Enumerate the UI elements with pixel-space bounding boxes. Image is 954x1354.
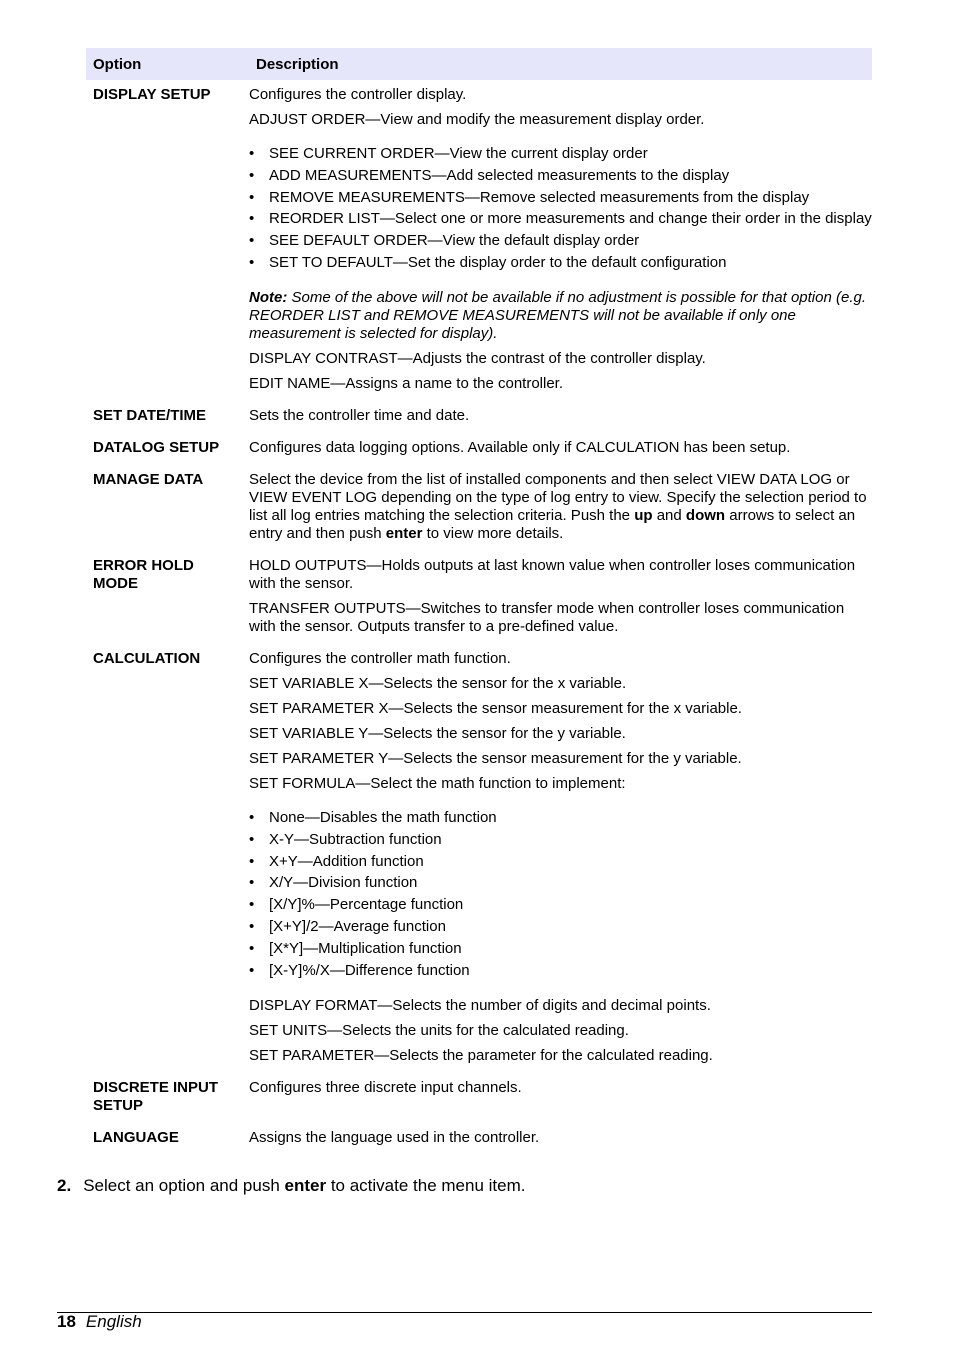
note	[249, 289, 872, 343]
option-name: CALCULATION	[93, 649, 201, 667]
description-text: DISPLAY FORMAT—Selects the number of digits and decimal points.	[249, 996, 711, 1014]
option-name: DISPLAY SETUP	[93, 86, 211, 103]
step-2	[57, 1176, 525, 1196]
description-text: ADJUST ORDER—View and modify the measurement display order.	[249, 111, 705, 128]
bullet-list	[249, 145, 872, 272]
description-text-part: Select the device from the list of installed components and then select VIEW DATA LOG or VIEW EVENT LOG depending on the type of log entry to view. Specify the selection period to list all log entries matching the selection criteria. Push the	[249, 470, 867, 524]
description-text-part: to view more details.	[422, 524, 564, 542]
option-description	[249, 1079, 872, 1115]
description-text: Configures the controller display.	[249, 86, 467, 103]
description-text: DISPLAY CONTRAST—Adjusts the contrast of the controller display.	[249, 349, 706, 367]
description-text: SET FORMULA—Select the math function to implement:	[249, 774, 626, 792]
list-item	[249, 189, 872, 207]
list-item-text: [X/Y]%—Percentage function	[269, 896, 464, 914]
list-item-text: [X+Y]/2—Average function	[269, 917, 446, 935]
option-description	[249, 650, 872, 1065]
description-text: EDIT NAME—Assigns a name to the controller.	[249, 374, 564, 392]
table-row	[86, 1129, 872, 1147]
list-item	[249, 210, 872, 228]
table-row	[86, 407, 872, 425]
step-number: 2.	[57, 1176, 72, 1195]
bullet-glyph: •	[249, 852, 255, 870]
list-item-text: ADD MEASUREMENTS—Add selected measurements to the display	[269, 166, 730, 184]
bullet-glyph: •	[249, 961, 255, 979]
page-number: 18	[57, 1312, 76, 1331]
bullet-glyph: •	[249, 808, 255, 826]
list-item	[249, 232, 872, 250]
option-name: LANGUAGE	[93, 1128, 179, 1146]
note-label: Note:	[249, 288, 288, 306]
description-text	[249, 471, 872, 543]
option-name: DATALOG SETUP	[93, 438, 220, 456]
description-text-part: and	[652, 506, 686, 524]
list-item	[249, 896, 872, 914]
option-name: DISCRETE INPUT SETUP	[93, 1078, 219, 1114]
table-row	[86, 471, 872, 543]
description-text: Configures three discrete input channels.	[249, 1078, 522, 1096]
option-description	[249, 439, 872, 457]
bullet-glyph: •	[249, 830, 255, 848]
list-item	[249, 940, 872, 958]
table-row	[86, 86, 872, 393]
bullet-list	[249, 809, 872, 980]
key-enter: enter	[284, 1176, 327, 1195]
description-text: Configures the controller math function.	[249, 649, 511, 667]
step-text: Select an option and push	[83, 1176, 285, 1195]
table-row	[86, 557, 872, 636]
list-item	[249, 853, 872, 871]
list-item-text: [X-Y]%/X—Difference function	[269, 961, 470, 979]
description-text: SET VARIABLE Y—Selects the sensor for the y variable.	[249, 724, 626, 742]
list-item-text: X/Y—Division function	[269, 874, 418, 892]
list-item	[249, 962, 872, 980]
list-item-text: REMOVE MEASUREMENTS—Remove selected measurements from the display	[269, 188, 810, 206]
table-row	[86, 1079, 872, 1115]
bullet-glyph: •	[249, 253, 255, 271]
bullet-glyph: •	[249, 874, 255, 892]
key-up: up	[634, 506, 653, 524]
bullet-glyph: •	[249, 896, 255, 914]
description-text: SET PARAMETER X—Selects the sensor measurement for the x variable.	[249, 699, 742, 717]
description-text: SET PARAMETER—Selects the parameter for the calculated reading.	[249, 1046, 713, 1064]
bullet-glyph: •	[249, 145, 255, 162]
list-item-text: REORDER LIST—Select one or more measurements and change their order in the display	[269, 210, 872, 228]
list-item-text: X-Y—Subtraction function	[269, 830, 442, 848]
option-description	[249, 1129, 872, 1147]
list-item-text: None—Disables the math function	[269, 808, 497, 826]
header-description: Description	[256, 55, 339, 73]
description-text: TRANSFER OUTPUTS—Switches to transfer mode when controller loses communication with the sensor. Outputs transfer to a pre-defined value.	[249, 599, 845, 635]
key-enter: enter	[385, 524, 423, 542]
footer-language: English	[85, 1312, 142, 1331]
footer-divider	[57, 1312, 872, 1313]
options-table	[86, 48, 872, 1147]
key-down: down	[685, 506, 726, 524]
description-text: SET UNITS—Selects the units for the calculated reading.	[249, 1021, 629, 1039]
step-text: to activate the menu item.	[326, 1176, 526, 1195]
description-text: SET PARAMETER Y—Selects the sensor measurement for the y variable.	[249, 749, 742, 767]
description-text-part: arrows to select an entry and then push	[249, 506, 856, 542]
table-header	[86, 48, 872, 80]
list-item-text: X+Y—Addition function	[269, 852, 424, 870]
list-item	[249, 809, 872, 827]
option-name: ERROR HOLD MODE	[93, 556, 194, 592]
list-item	[249, 167, 872, 185]
page-footer	[57, 1312, 142, 1332]
description-text: SET VARIABLE X—Selects the sensor for the x variable.	[249, 674, 627, 692]
note-text: Some of the above will not be available if no adjustment is possible for that option (e.g. REORDER LIST and REMOVE MEASUREMENTS will not be available if only one measurement is selected for display).	[249, 288, 866, 342]
bullet-glyph: •	[249, 917, 255, 935]
list-item-text: SEE DEFAULT ORDER—View the default display order	[269, 232, 640, 250]
header-option: Option	[93, 55, 142, 73]
list-item	[249, 874, 872, 892]
option-description	[249, 86, 872, 393]
list-item	[249, 145, 872, 163]
table-row	[86, 439, 872, 457]
bullet-glyph: •	[249, 939, 255, 957]
table-row	[86, 650, 872, 1065]
list-item-text: SET TO DEFAULT—Set the display order to the default configuration	[269, 253, 727, 271]
list-item	[249, 254, 872, 272]
bullet-glyph: •	[249, 166, 255, 184]
list-item	[249, 831, 872, 849]
list-item-text: [X*Y]—Multiplication function	[269, 939, 462, 957]
option-name: SET DATE/TIME	[93, 406, 207, 424]
option-description	[249, 407, 872, 425]
description-text: Assigns the language used in the controller.	[249, 1128, 540, 1146]
option-description	[249, 557, 872, 636]
list-item	[249, 918, 872, 936]
option-name: MANAGE DATA	[93, 470, 204, 488]
description-text: Sets the controller time and date.	[249, 406, 470, 424]
description-text: Configures data logging options. Available only if CALCULATION has been setup.	[249, 438, 791, 456]
bullet-glyph: •	[249, 232, 255, 250]
bullet-glyph: •	[249, 210, 255, 228]
option-description	[249, 471, 872, 543]
list-item-text: SEE CURRENT ORDER—View the current display order	[269, 145, 648, 162]
bullet-glyph: •	[249, 188, 255, 206]
description-text: HOLD OUTPUTS—Holds outputs at last known value when controller loses communication with the sensor.	[249, 556, 856, 592]
